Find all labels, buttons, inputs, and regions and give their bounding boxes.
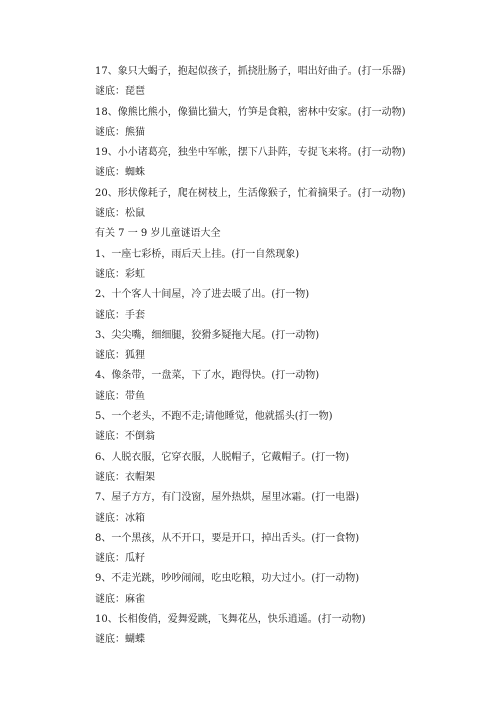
riddle-3-question: 3、尖尖嘴，细细腿，狡猾多疑拖大尾。(打一动物) bbox=[95, 329, 320, 341]
riddle-10-question: 10、长相俊俏，爱舞爱跳，飞舞花丛，快乐逍遥。(打一动物) bbox=[95, 614, 366, 626]
riddle-4-question: 4、像条带，一盘菜，下了水，跑得快。(打一动物) bbox=[95, 370, 320, 382]
riddle-1-question: 1、一座七彩桥，雨后天上挂。(打一自然现象) bbox=[95, 248, 300, 260]
riddle-19-answer: 谜底：蜘蛛 bbox=[95, 167, 145, 179]
riddle-18-answer: 谜底：熊猫 bbox=[95, 126, 145, 138]
riddle-text-block bbox=[95, 62, 475, 651]
riddle-5-question: 5、一个老头，不跑不走;请他睡觉，他就摇头(打一物) bbox=[95, 411, 333, 423]
riddle-6-answer: 谜底：衣帽架 bbox=[95, 471, 155, 483]
riddle-2-answer: 谜底：手套 bbox=[95, 309, 145, 321]
riddle-8-answer: 谜底：瓜籽 bbox=[95, 553, 145, 565]
riddle-8-question: 8、一个黑孩，从不开口，要是开口，掉出舌头。(打一食物) bbox=[95, 532, 360, 544]
riddle-7-question: 7、屋子方方，有门没窗，屋外热烘，屋里冰霜。(打一电器) bbox=[95, 492, 360, 504]
riddle-3-answer: 谜底：狐狸 bbox=[95, 350, 145, 362]
riddle-10-answer: 谜底：蝴蝶 bbox=[95, 634, 145, 646]
riddle-9-question: 9、不走光跳，吵吵闹闹，吃虫吃粮，功大过小。(打一动物) bbox=[95, 573, 360, 585]
riddle-5-answer: 谜底：不倒翁 bbox=[95, 431, 155, 443]
riddle-7-answer: 谜底：冰箱 bbox=[95, 512, 145, 524]
riddle-2-question: 2、十个客人十间屋，冷了进去暖了出。(打一物) bbox=[95, 289, 310, 301]
riddle-1-answer: 谜底：彩虹 bbox=[95, 268, 145, 280]
riddle-17-answer: 谜底：琵琶 bbox=[95, 86, 145, 98]
riddle-17-question: 17、象只大蝎子，抱起似孩子，抓挠肚肠子，唱出好曲子。(打一乐器) bbox=[95, 66, 406, 77]
riddle-19-question: 19、小小诸葛亮，独坐中军帐，摆下八卦阵，专捉飞来将。(打一动物) bbox=[95, 147, 406, 159]
section-heading: 有关 7 一 9 岁儿童谜语大全 bbox=[95, 228, 221, 240]
riddle-18-question: 18、像熊比熊小，像猫比猫大，竹笋是食粮，密林中安家。(打一动物) bbox=[95, 106, 406, 118]
riddle-20-question: 20、形状像耗子，爬在树枝上，生活像猴子，忙着摘果子。(打一动物) bbox=[95, 187, 406, 199]
riddle-4-answer: 谜底：带鱼 bbox=[95, 390, 145, 402]
riddle-20-answer: 谜底：松鼠 bbox=[95, 208, 145, 220]
riddle-6-question: 6、人脱衣服，它穿衣服，人脱帽子，它戴帽子。(打一物) bbox=[95, 451, 350, 463]
riddle-9-answer: 谜底：麻雀 bbox=[95, 593, 145, 605]
